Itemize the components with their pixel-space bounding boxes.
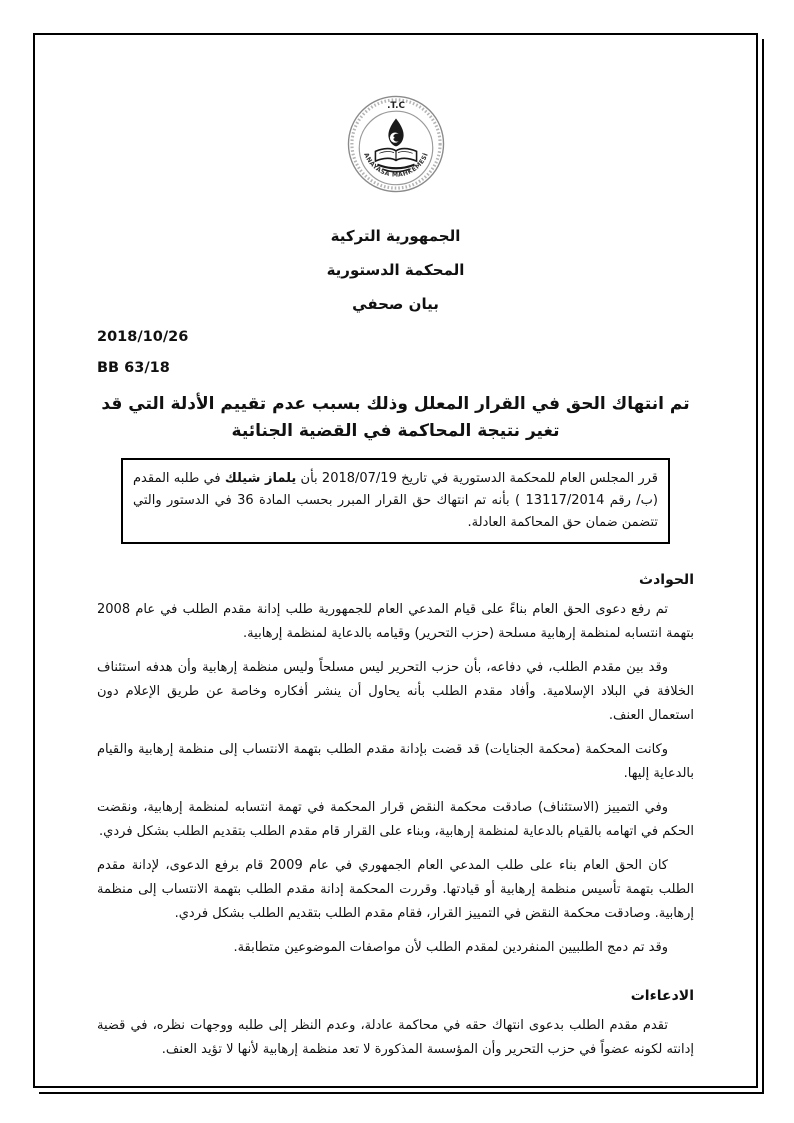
- section-heading-events: الحوادث: [639, 572, 694, 588]
- page-border-shadow-bottom: [39, 1092, 764, 1094]
- events-paragraph-4: وفي التمييز (الاستئناف) صادقت محكمة النقض قرار المحكمة في تهمة انتسابه لمنظمة إرهابية، ونقضت الحكم في اتهامه بالقيام بالدعاية لمنظمة إرهابية، وبناء على القرار قام مقدم الطلب بتقديم الطلب بشكل فردي.: [97, 800, 694, 839]
- events-paragraph-3: وكانت المحكمة (محكمة الجنايات) قد قضت بإدانة مقدم الطلب بتهمة الانتساب إلى منظمة إرهابية والقيام بالدعاية إليها.: [97, 742, 694, 781]
- header-republic: الجمهورية التركية: [330, 227, 461, 245]
- document-header: [97, 219, 694, 321]
- applicant-name: يلماز شيلك: [224, 471, 297, 486]
- events-paragraph-5: كان الحق العام بناء على طلب المدعي العام الجمهوري في عام 2009 قام برفع الدعوى، لإدانة مقدم الطلب بتهمة تأسيس منظمة إرهابية أو قيادتها. وقررت المحكمة إدانة مقدم الطلب بتهمة الانتساب إلى منظمة إرهابية. وصادقت محكمة النقض في التمييز القرار، فقام مقدم الطلب بتقديم الطلب بشكل فردي.: [97, 858, 694, 921]
- seal-ring-text: ANAYASA MAHKEMESİ: [361, 151, 430, 179]
- page-border-shadow-right: [762, 39, 764, 1092]
- press-release-reference: BB 63/18: [97, 360, 170, 376]
- events-paragraph-1: تم رفع دعوى الحق العام بناءً على قيام المدعي العام للجمهورية طلب إدانة مقدم الطلب في عام 2008 بتهمة انتسابه لمنظمة إرهابية مسلحة (حزب التحرير) وقيامه بالدعاية لمنظمة إرهابية.: [97, 602, 694, 641]
- summary-text-before-name: قرر المجلس العام للمحكمة الدستورية في تاريخ 2018/07/19 بأن: [296, 471, 659, 486]
- seal-tc-text: T.C.: [386, 101, 405, 112]
- summary-text-after-name: في طلبه المقدم (ب/ رقم 13117/2014 ) بأنه تم انتهاك حق القرار المبرر بحسب المادة 36 في الدستور والتي تتضمن ضمان حق المحاكمة العادلة.: [133, 471, 658, 530]
- claims-paragraph-1: تقدم مقدم الطلب بدعوى انتهاك حقه في محاكمة عادلة، وعدم النظر إلى طلبه ووجهات نظره، في قضية إدانته لكونه عضواً في حزب التحرير وأن المؤسسة المذكورة لا تعد منظمة إرهابية لأنها لا تؤيد العنف.: [97, 1018, 694, 1057]
- document-content: [35, 35, 756, 1086]
- constitutional-court-seal-icon: [347, 95, 445, 193]
- meta-block: [97, 329, 694, 376]
- decision-summary-box: [121, 458, 670, 544]
- court-seal-svg: [347, 95, 445, 193]
- press-release-date: 2018/10/26: [97, 329, 189, 345]
- events-paragraph-2: وقد بين مقدم الطلب، في دفاعه، بأن حزب التحرير ليس مسلحاً وليس منظمة إرهابية وأن هدفه استئناف الخلافة في البلاد الإسلامية. وأفاد مقدم الطلب بأنه يحاول أن ينشر أفكاره وخاصة عن طريق الإعلام دون استعمال العنف.: [97, 660, 694, 723]
- document-title: تم انتهاك الحق في القرار المعلل وذلك بسبب عدم تقييم الأدلة التي قد تغير نتيجة المحاكمة في القضية الجنائية: [101, 394, 690, 441]
- header-court: المحكمة الدستورية: [326, 261, 465, 279]
- events-paragraph-6: وقد تم دمج الطلبيين المنفردين لمقدم الطلب لأن مواصفات الموضوعين متطابقة.: [233, 940, 668, 955]
- section-heading-claims: الادعاءات: [630, 988, 694, 1004]
- header-doc-type: بيان صحفي: [352, 295, 439, 313]
